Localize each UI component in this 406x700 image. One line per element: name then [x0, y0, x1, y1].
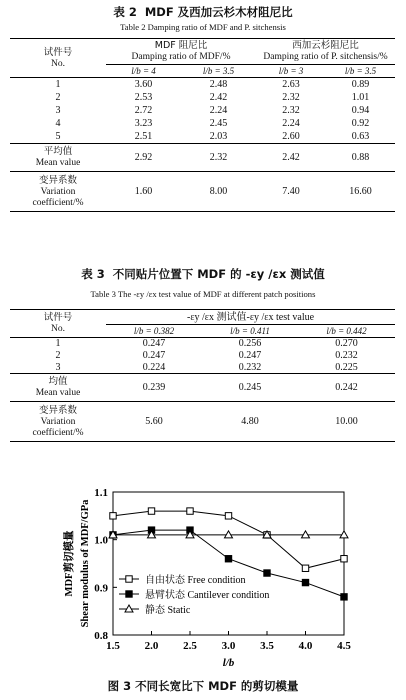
cv-label: 变异系数 Variation coefficient/% [10, 402, 106, 442]
table3-header-specimen: 试件号 No. [10, 310, 106, 338]
table-cell: 2.63 [256, 78, 326, 91]
table-cell: 0.242 [298, 374, 395, 402]
table-row [10, 338, 395, 350]
table-cell: 3.23 [134, 117, 153, 129]
table-cell: 2.92 [106, 144, 181, 172]
table-cell: 2.72 [134, 104, 153, 116]
table2 [10, 38, 395, 212]
table-cell: 2.03 [209, 130, 228, 142]
data-point [225, 556, 231, 562]
y-tick-label: 1.0 [94, 534, 108, 547]
table-cell: 0.239 [106, 374, 202, 402]
data-point [302, 579, 308, 585]
table3 [10, 309, 395, 442]
table2-caption-en: Table 2 Damping ratio of MDF and P. sitchensis [120, 22, 286, 32]
row-number: 2 [55, 91, 61, 103]
y-tick-label: 0.9 [94, 582, 108, 595]
cv-label: 变异系数 Variation coefficient/% [10, 172, 106, 212]
shear-modulus-chart [0, 478, 406, 674]
table-row [10, 91, 395, 104]
row-number: 4 [55, 117, 61, 129]
table2-header-ps: 西加云杉阻尼比 Damping ratio of P. sitchensis/% [256, 39, 395, 65]
table-cell: 0.247 [142, 350, 166, 361]
series-line [113, 530, 344, 597]
table-cell: 2.24 [209, 104, 228, 116]
figure3-caption: 图 3 不同长宽比下 MDF 的剪切模量 [107, 679, 299, 693]
table-cell: 0.256 [202, 338, 298, 350]
table-cell: 8.00 [181, 172, 256, 212]
row-number: 1 [10, 338, 106, 350]
legend-marker [126, 576, 132, 582]
table-cell: 2.60 [282, 130, 300, 142]
table-cell: 2.32 [181, 144, 256, 172]
table-cell: 10.00 [298, 402, 395, 442]
table-cell: 16.60 [326, 172, 395, 212]
table-cell: 2.48 [181, 78, 256, 91]
table-cell: 0.245 [202, 374, 298, 402]
table-row-mean [10, 374, 395, 402]
table2-header-mdf: MDF 阻尼比 Damping ratio of MDF/% [106, 39, 256, 65]
table3-caption-en: Table 3 The -εy /εx test value of MDF at different patch positions [90, 289, 316, 299]
legend-label: 静态 Static [145, 605, 191, 616]
table-cell: 2.24 [282, 117, 300, 129]
table-cell: 2.32 [282, 104, 300, 116]
table-cell: 2.51 [134, 130, 153, 142]
table3-subheader: l/b = 0.442 [326, 325, 367, 336]
row-number: 2 [55, 350, 61, 361]
data-point [341, 594, 347, 600]
legend-marker [126, 591, 132, 597]
x-tick-label: 1.5 [106, 640, 120, 652]
table-cell: 0.247 [238, 350, 262, 361]
x-axis-label: l/b [222, 657, 235, 669]
table3-header-group: -εy /εx 测试值-εy /εx test value [106, 310, 395, 325]
table3-title: 表 3 不同贴片位置下 MDF 的 -εy /εx 测试值 [81, 267, 325, 281]
table-cell: 0.88 [326, 144, 395, 172]
table-cell: 2.45 [209, 117, 228, 129]
table-cell: 2.32 [282, 91, 300, 103]
row-number: 3 [55, 104, 61, 116]
table-cell: 0.270 [298, 338, 395, 350]
table-cell: 0.224 [142, 361, 166, 373]
table-cell: 1.01 [351, 91, 370, 103]
table-cell: 1.60 [106, 172, 181, 212]
x-tick-label: 3.5 [260, 640, 274, 652]
table-cell: 2.42 [256, 144, 326, 172]
table2-subheader: l/b = 3.5 [202, 65, 235, 76]
table-cell: 0.63 [351, 130, 370, 142]
table2-header-specimen: 试件号 No. [10, 39, 106, 78]
table-row [10, 362, 395, 374]
table-row-cv [10, 402, 395, 442]
y-axis-label-en: Shear modulus of MDF/GPa [80, 499, 91, 628]
table-cell: 2.42 [209, 91, 228, 103]
table-cell: 0.247 [106, 338, 202, 350]
table-cell: 2.53 [134, 91, 153, 103]
table-cell: 0.94 [351, 104, 370, 116]
data-point [264, 570, 270, 576]
table-row [10, 350, 395, 362]
table-row-cv [10, 172, 395, 212]
row-number: 5 [55, 130, 61, 142]
table-cell: 0.232 [335, 350, 358, 361]
table-cell: 5.60 [106, 402, 202, 442]
legend-label: 悬臂状态 Cantilever condition [145, 590, 270, 601]
x-tick-label: 2.0 [144, 640, 159, 652]
y-tick-label: 0.8 [94, 630, 108, 642]
table-row [10, 78, 395, 91]
data-point [148, 508, 154, 514]
data-point [187, 508, 193, 514]
data-point [341, 556, 347, 562]
table-cell: 0.89 [326, 78, 395, 91]
table2-subheader: l/b = 3 [278, 65, 304, 76]
table-cell: 3.60 [106, 78, 181, 91]
table2-title: 表 2 MDF 及西加云杉木材阻尼比 [113, 5, 293, 19]
table-cell: 0.92 [351, 117, 370, 129]
table-row [10, 117, 395, 130]
row-number: 1 [10, 78, 106, 91]
table-cell: 7.40 [256, 172, 326, 212]
x-tick-label: 4.5 [337, 640, 351, 652]
table-cell: 4.80 [202, 402, 298, 442]
table-row-mean [10, 144, 395, 172]
data-point [110, 513, 116, 519]
row-number: 3 [55, 361, 61, 373]
data-point [225, 513, 231, 519]
table-row [10, 130, 395, 144]
x-tick-label: 2.5 [183, 640, 197, 652]
table3-subheader: l/b = 0.411 [230, 325, 270, 336]
x-tick-label: 4.0 [298, 640, 313, 652]
table2-subheader: l/b = 4 [131, 65, 156, 76]
table-cell: 0.232 [238, 361, 262, 373]
data-point [302, 565, 308, 571]
mean-label: 均值 Mean value [10, 374, 106, 402]
x-tick-label: 3.0 [221, 640, 236, 652]
legend-label: 自由状态 Free condition [145, 575, 246, 586]
y-tick-label: 1.1 [94, 487, 108, 499]
y-axis-label-zh: MDF剪切模量 [64, 530, 75, 597]
mean-label: 平均值 Mean value [10, 144, 106, 172]
table-row [10, 104, 395, 117]
table3-subheader: l/b = 0.382 [133, 325, 175, 336]
table-cell: 0.225 [335, 361, 358, 373]
table2-subheader: l/b = 3.5 [344, 65, 377, 76]
